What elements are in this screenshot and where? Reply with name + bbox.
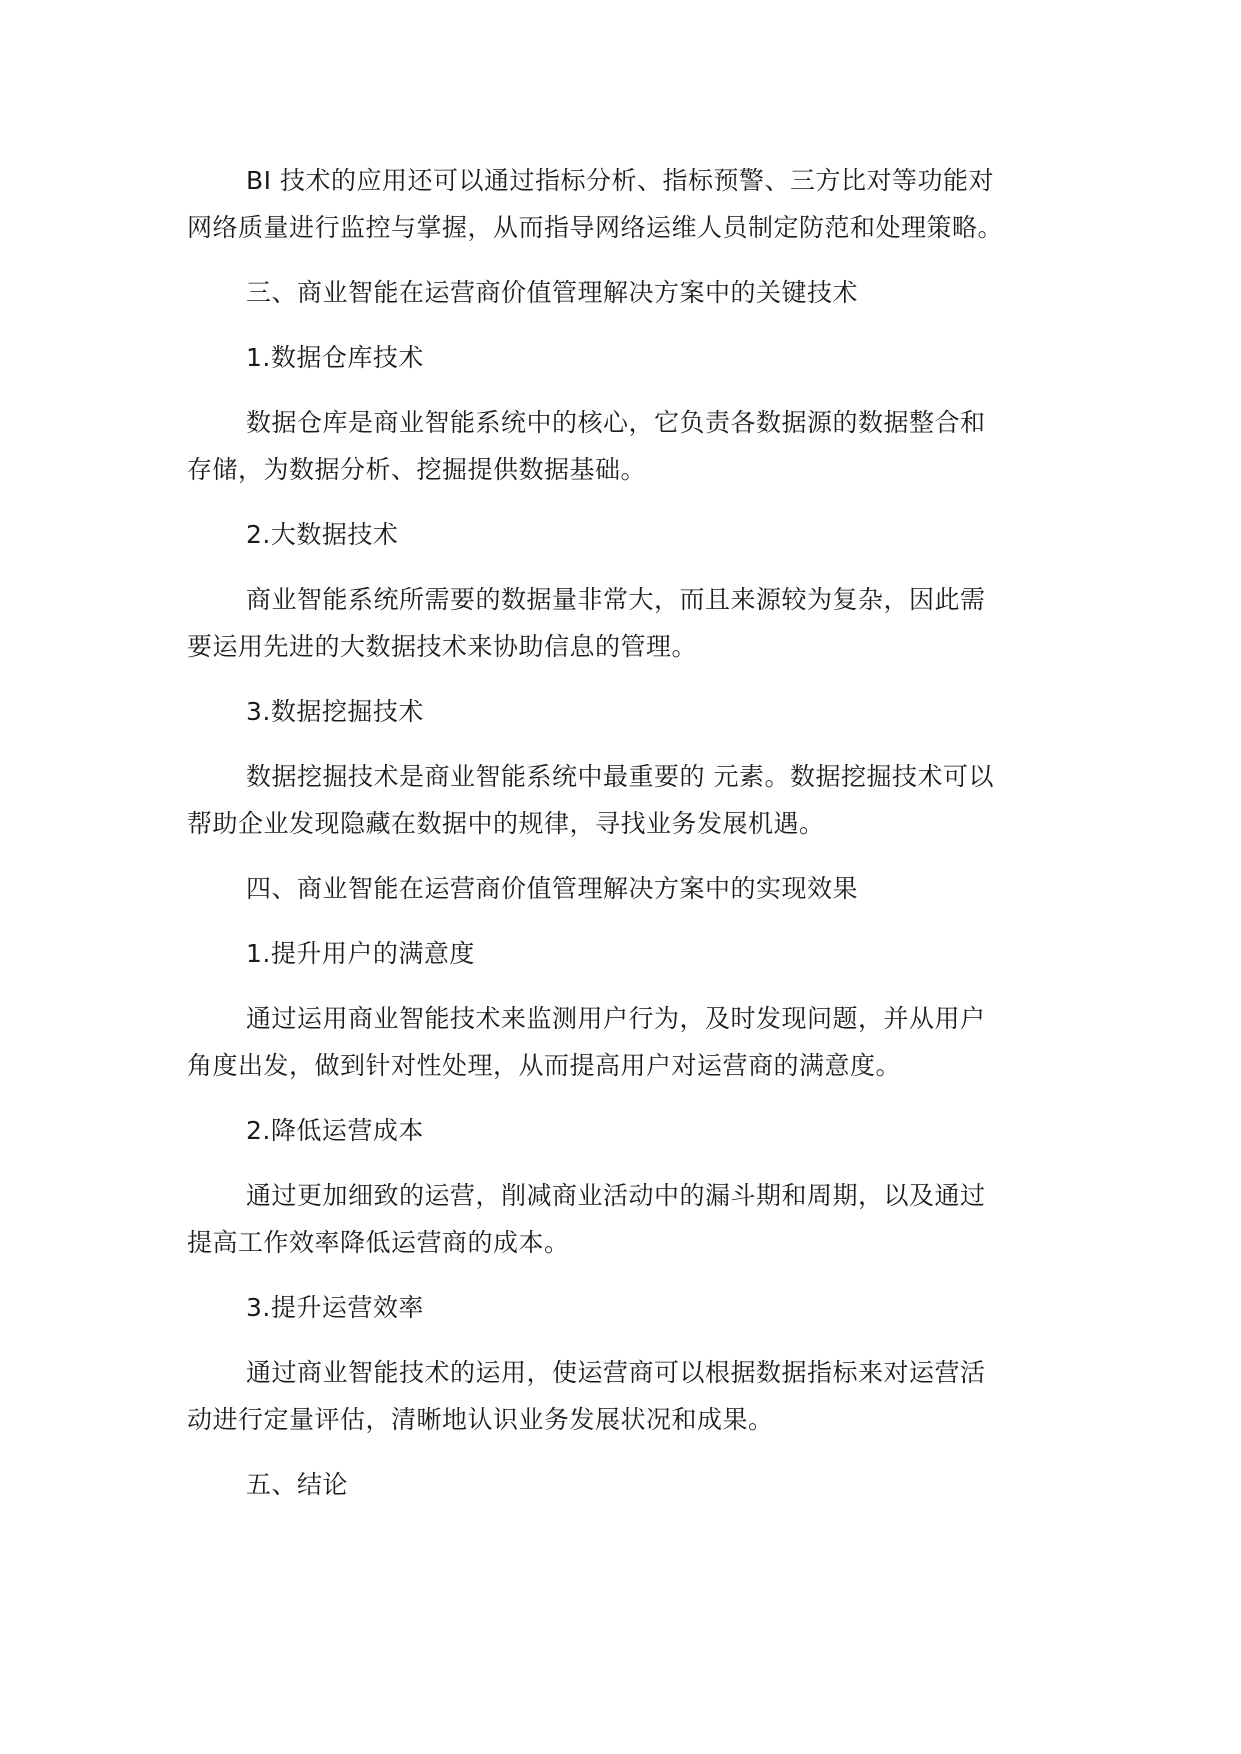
subheading-user-satisfaction: 1.提升用户的满意度 (246, 939, 475, 968)
paragraph-line: 数据仓库是商业智能系统中的核心，它负责各数据源的数据整合和 (246, 408, 986, 437)
section-heading-key-technologies: 三、商业智能在运营商价值管理解决方案中的关键技术 (246, 278, 859, 307)
paragraph-line: 网络质量进行监控与掌握，从而指导网络运维人员制定防范和处理策略。 (187, 213, 1004, 242)
paragraph-line: 提高工作效率降低运营商的成本。 (187, 1228, 570, 1257)
subheading-data-warehouse: 1.数据仓库技术 (246, 343, 424, 372)
paragraph-line: 帮助企业发现隐藏在数据中的规律，寻找业务发展机遇。 (187, 809, 825, 838)
paragraph-efficiency (187, 1349, 1067, 1443)
paragraph-line: 存储，为数据分析、挖掘提供数据基础。 (187, 455, 647, 484)
paragraph-data-mining (187, 753, 1067, 847)
paragraph-line: BI 技术的应用还可以通过指标分析、指标预警、三方比对等功能对 (246, 166, 994, 195)
subheading-reduce-cost: 2.降低运营成本 (246, 1116, 424, 1145)
paragraph-user-satisfaction (187, 995, 1067, 1089)
paragraph-data-warehouse (187, 399, 1067, 493)
paragraph-line: 通过商业智能技术的运用，使运营商可以根据数据指标来对运营活 (246, 1358, 986, 1387)
paragraph-line: 通过运用商业智能技术来监测用户行为，及时发现问题，并从用户 (246, 1004, 986, 1033)
paragraph-line: 通过更加细致的运营，削减商业活动中的漏斗期和周期，以及通过 (246, 1181, 986, 1210)
section-heading-conclusion: 五、结论 (246, 1470, 349, 1499)
subheading-big-data: 2.大数据技术 (246, 520, 399, 549)
paragraph-line: 角度出发，做到针对性处理，从而提高用户对运营商的满意度。 (187, 1051, 902, 1080)
paragraph-line: 要运用先进的大数据技术来协助信息的管理。 (187, 632, 698, 661)
subheading-data-mining: 3.数据挖掘技术 (246, 697, 424, 726)
paragraph-big-data (187, 576, 1067, 670)
paragraph-bi-monitoring (187, 157, 1067, 251)
subheading-efficiency: 3.提升运营效率 (246, 1293, 424, 1322)
paragraph-line: 商业智能系统所需要的数据量非常大，而且来源较为复杂，因此需 (246, 585, 986, 614)
section-heading-effects: 四、商业智能在运营商价值管理解决方案中的实现效果 (246, 874, 859, 903)
paragraph-line: 动进行定量评估，清晰地认识业务发展状况和成果。 (187, 1405, 774, 1434)
paragraph-line: 数据挖掘技术是商业智能系统中最重要的 元素。数据挖掘技术可以 (246, 762, 994, 791)
document-body (187, 157, 1067, 1526)
paragraph-reduce-cost (187, 1172, 1067, 1266)
